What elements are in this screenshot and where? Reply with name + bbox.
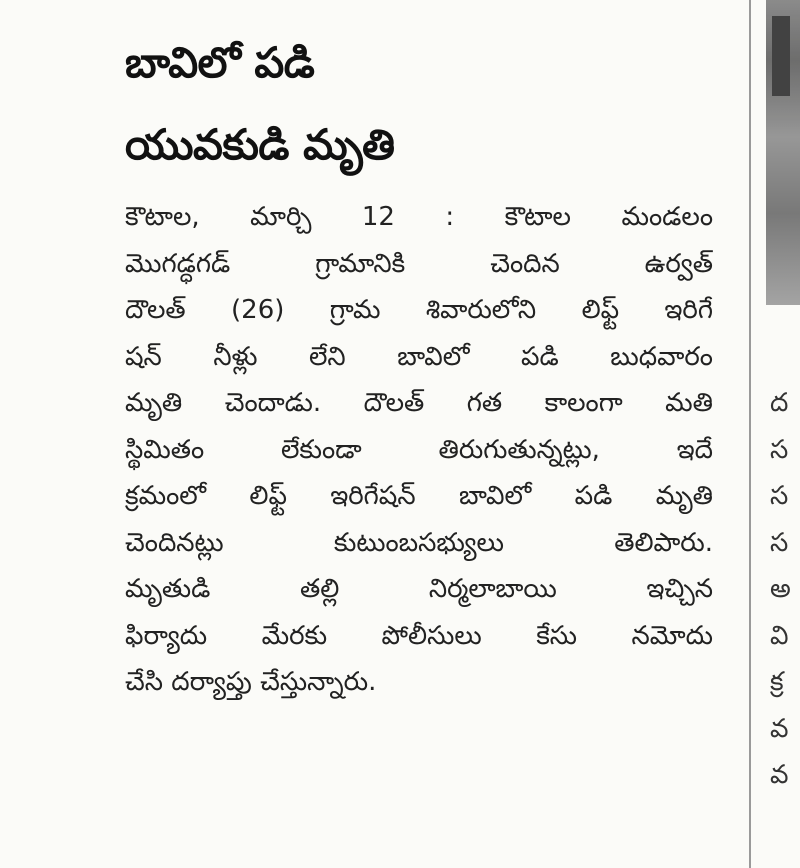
fragment: వి: [770, 620, 789, 651]
body-line: దౌలత్ (26) గ్రామ శివారులోని లిఫ్ట్ ఇరిగే: [125, 295, 713, 326]
body-line: స్థిమితం లేకుండా తిరుగుతున్నట్లు, ఇదే: [125, 434, 713, 465]
article-body: [125, 194, 713, 706]
body-line: మొగడ్ధగడ్ గ్రామానికి చెందిన ఉర్వత్: [125, 248, 713, 279]
headline-line-1: బావిలో పడి: [125, 38, 315, 87]
body-line: క్రమంలో లిఫ్ట్ ఇరిగేషన్ బావిలో పడి మృతి: [125, 481, 713, 512]
fragment: స: [770, 434, 789, 465]
body-line: చేసి దర్యాప్తు చేస్తున్నారు.: [125, 667, 377, 698]
fragment: స: [770, 527, 789, 558]
photo-detail: [772, 16, 790, 96]
column-divider: [749, 0, 751, 868]
body-line: చెందినట్లు కుటుంబసభ్యులు తెలిపారు.: [125, 527, 713, 558]
headline-line-2: యువకుడి మృతి: [125, 120, 395, 170]
body-line: ఫిర్యాదు మేరకు పోలీసులు కేసు నమోదు: [125, 620, 713, 651]
fragment: స: [770, 481, 789, 511]
adjacent-column-text: [770, 380, 800, 799]
body-line: షన్ నీళ్లు లేని బావిలో పడి బుధవారం: [125, 341, 713, 372]
news-article: [125, 22, 713, 706]
fragment: వ: [770, 713, 789, 744]
adjacent-photo: [766, 0, 800, 305]
body-line: మృతుడి తల్లి నిర్మలాబాయి ఇచ్చిన: [125, 574, 713, 605]
body-line: కౌటాల, మార్చి 12 : కౌటాల మండలం: [125, 202, 713, 233]
body-line: మృతి చెందాడు. దౌలత్ గత కాలంగా మతి: [125, 388, 713, 419]
fragment: అ: [770, 574, 791, 604]
fragment: క్ర: [770, 667, 784, 697]
fragment: వ: [770, 760, 789, 790]
fragment: ద: [770, 388, 789, 418]
